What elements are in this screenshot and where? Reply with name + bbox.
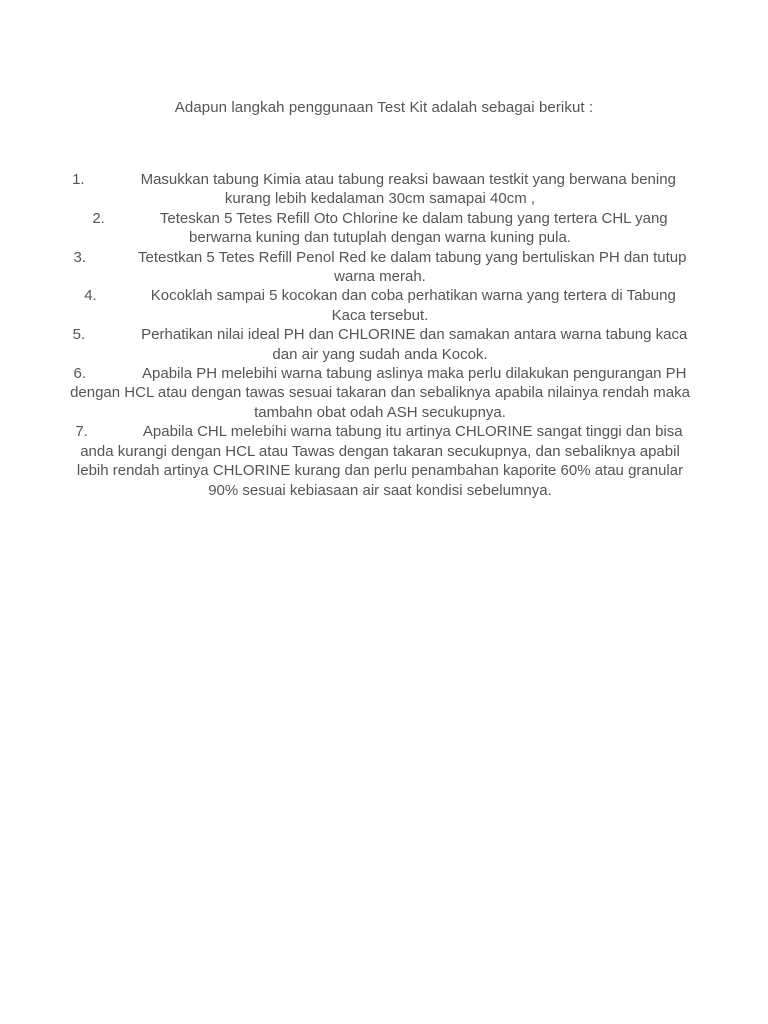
steps-list	[70, 170, 690, 500]
step-number: 6.	[73, 365, 86, 383]
step-number: 1.	[72, 171, 85, 188]
step-item-4	[70, 286, 690, 325]
step-item-2	[70, 209, 690, 248]
step-item-1	[70, 170, 690, 209]
step-number: 5.	[72, 326, 86, 344]
step-text: Kocoklah sampai 5 kocokan dan coba perhatikan warna yang tertera di Tabung Kaca tersebut.	[150, 287, 676, 324]
step-text: Apabila CHL melebihi warna tabung itu artinya CHLORINE sangat tinggi dan bisa anda kurangi dengan HCL atau Tawas dengan takaran secukupnya, dan sebaliknya apabil lebih rendah artinya CHLORINE kurang dan perlu penambahan kaporite 60% atau granular 90% sesuai kebiasaan air saat kondisi sebelumnya.	[76, 423, 684, 499]
step-number: 3.	[73, 248, 87, 266]
step-text: Teteskan 5 Tetes Refill Oto Chlorine ke dalam tabung yang tertera CHL yang berwarna kuning dan tutuplah dengan warna kuning pula.	[159, 209, 668, 247]
step-text: Apabila PH melebihi warna tabung aslinya maka perlu dilakukan pengurangan PH dengan HCL atau dengan tawas sesuai takaran dan sebaliknya apabila nilainya rendah maka tambahn obat odah ASH secukupnya.	[70, 365, 690, 421]
step-item-3	[70, 248, 690, 287]
step-text: Perhatikan nilai ideal PH dan CHLORINE dan samakan antara warna tabung kaca dan air yang sudah anda Kocok.	[141, 326, 688, 363]
step-number: 4.	[84, 287, 97, 305]
step-text: Masukkan tabung Kimia atau tabung reaksi bawaan testkit yang berwana bening kurang lebih kedalaman 30cm samapai 40cm ,	[140, 171, 676, 208]
step-item-6	[70, 364, 690, 422]
document-heading: Adapun langkah penggunaan Test Kit adalah sebagai berikut :	[174, 99, 594, 116]
step-number: 2.	[92, 209, 105, 227]
step-item-7	[70, 422, 690, 500]
step-text: Tetestkan 5 Tetes Refill Penol Red ke dalam tabung yang bertuliskan PH dan tutup warna merah.	[138, 248, 687, 286]
step-number: 7.	[75, 423, 88, 441]
step-item-5	[70, 325, 690, 364]
